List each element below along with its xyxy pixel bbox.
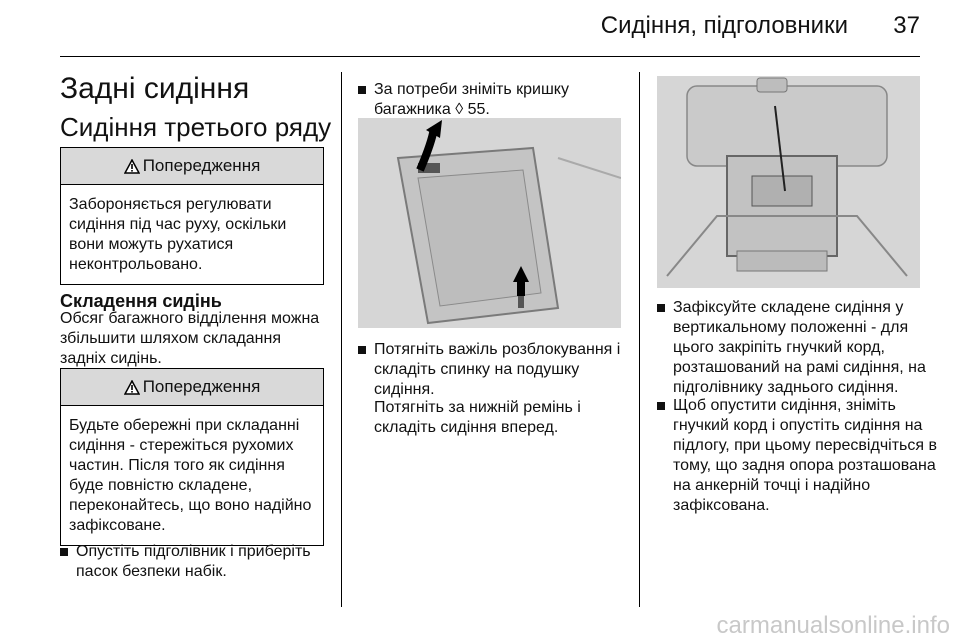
warning-header [61,369,323,406]
warning-text: Забороняється регулювати сидіння під час руху, оскільки вони можуть рухатися неконтрольовано. [69,196,287,273]
body-paragraph: Потягніть за нижній ремінь і складіть сидіння вперед. [374,399,581,436]
page-number: 37 [893,12,920,39]
seat-illustration [657,76,920,288]
seat-figure-2 [657,76,920,288]
column-divider-1 [341,72,342,607]
running-header: Сидіння, підголовники [600,12,848,39]
section-title: Задні сидіння [60,72,250,105]
warning-heading: Попередження [142,156,261,175]
warning-header [61,148,323,185]
bullet-item: Зафіксуйте складене сидіння у вертикальному положенні - для цього закріпіть гнучкий корд, розташований на рамі сидіння, на підголівнику заднього сидіння. [657,298,941,398]
warning-icon [124,380,140,395]
seat-illustration [358,118,621,328]
bullet-item: Опустіть підголівник і приберіть пасок безпеки набік. [60,542,338,582]
bullet-item: Щоб опустити сидіння, зніміть гнучкий корд і опустіть сидіння на підлогу, при цьому пересвідчіться в тому, що задня опора розташована на анкерній точці і надійно зафіксована. [657,396,941,516]
body-paragraph: Обсяг багажного відділення можна збільшити шляхом складання задніх сидінь. [60,310,320,367]
warning-text: Будьте обережні при складанні сидіння - стережіться рухомих частин. Після того як сидіння буде повністю складене, переконайтесь, що воно надійно зафіксоване. [69,417,312,534]
seat-figure-1 [358,118,621,328]
bullet-item: За потреби зніміть кришку багажника ◊ 55. [358,80,636,120]
header-rule [60,56,920,57]
warning-heading: Попередження [142,377,261,396]
warning-box-2 [60,368,324,546]
warning-box-1 [60,147,324,285]
warning-icon [124,159,140,174]
subsection-heading: Складення сидінь [60,291,222,311]
bullet-item: Потягніть важіль розблокування і складіть спинку на подушку сидіння. [358,340,642,400]
section-subtitle: Сидіння третього ряду [60,112,332,142]
watermark: carmanualsonline.info [716,612,950,639]
